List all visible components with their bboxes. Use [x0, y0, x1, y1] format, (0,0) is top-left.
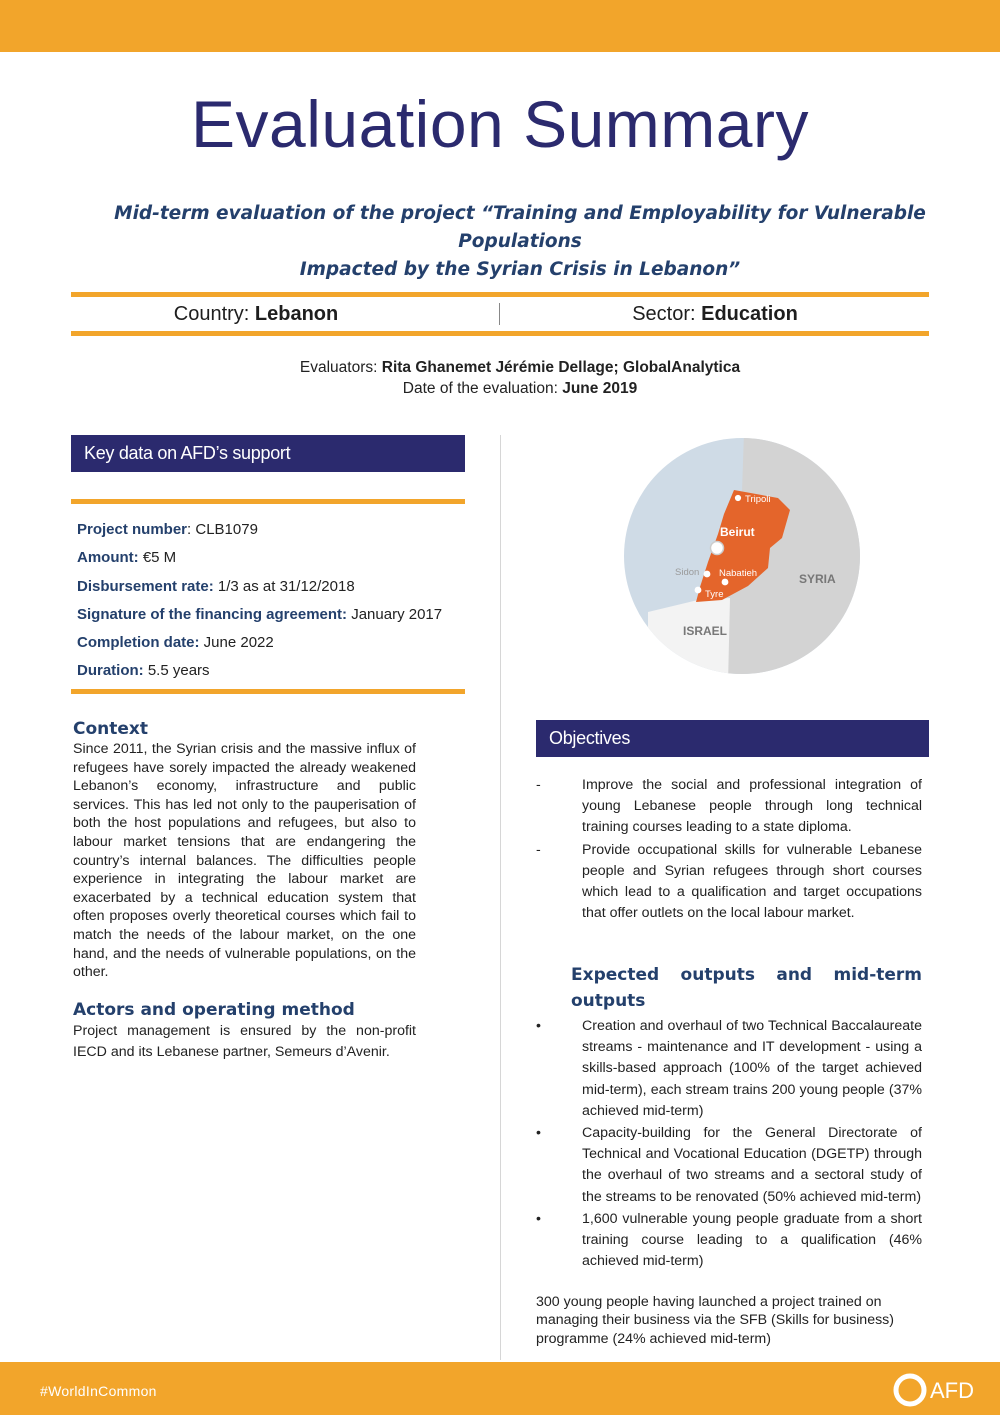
evaluators-label: Evaluators:: [299, 359, 382, 376]
output-bullet: •: [536, 1125, 541, 1142]
objectives-header: Objectives: [536, 720, 929, 757]
tyre-label: Tyre: [705, 589, 724, 600]
key-data-list: [77, 518, 467, 688]
beirut-label: Beirut: [720, 525, 755, 539]
israel-label: ISRAEL: [683, 624, 728, 638]
context-title: Context: [73, 719, 149, 739]
objective-item: - Provide occupational skills for vulnerable Lebanese people and Syrian refugees through short courses which lead to a qualification and target occupations that offer outlets on the local labour market.: [536, 841, 922, 922]
key-data-top-rule: [71, 499, 465, 504]
key-data-header: Key data on AFD’s support: [71, 435, 465, 472]
actors-title: Actors and operating method: [73, 1000, 355, 1020]
objective-marker: -: [536, 841, 541, 858]
key-data-item: Disbursement rate: 1/3 as at 31/12/2018: [77, 577, 355, 595]
lebanon-map: [618, 432, 880, 684]
key-data-item: Project number: CLB1079: [77, 521, 258, 538]
objective-item: - Improve the social and professional integration of young Lebanese people through long technical training courses leading to a state diploma.: [536, 777, 922, 836]
country-field: [71, 297, 441, 331]
page-subtitle: [60, 200, 980, 284]
output-bullet: •: [536, 1018, 541, 1034]
column-divider: [500, 435, 501, 1360]
evaluators-value: Rita Ghanemet Jérémie Dellage; GlobalAnalytica: [381, 359, 741, 376]
key-data-item: Completion date: June 2022: [77, 634, 274, 652]
key-data-item: Amount: €5 M: [77, 549, 177, 567]
context-text: Since 2011, the Syrian crisis and the massive influx of refugees have sorely impacted the already weakened Lebanon’s economy, infrastructure and public services. This has led not only to the pauperisation of both the host populations and refugees, but also to labour market tensions that are endangering the country’s internal balances. The difficulties people experience in integrating the labour market are exacerbated by a technical education system that often proposes overly theoretical courses which fail to match the needs of the labour market, on the one hand, and the needs of vulnerable populations, on the other.: [73, 741, 416, 981]
tripoli-marker: [734, 494, 741, 501]
syria-label: SYRIA: [799, 572, 836, 586]
evaluators-line: [0, 359, 1000, 377]
country-label: Country:: [173, 303, 255, 325]
sidon-marker: [704, 571, 711, 578]
key-data-item: Duration: 5.5 years: [77, 662, 210, 680]
subtitle-line-2: Impacted by the Syrian Crisis in Lebanon”: [299, 259, 741, 280]
tripoli-label: Tripoli: [745, 494, 771, 505]
beirut-marker: [711, 542, 724, 555]
objective-marker: -: [536, 777, 541, 793]
afd-logo: [892, 1372, 988, 1408]
sector-value: Education: [701, 303, 798, 325]
outputs-title-line-1: Expected outputs and mid-term: [571, 965, 922, 985]
sector-field: [501, 297, 929, 331]
page-title: Evaluation Summary: [191, 87, 809, 161]
evaluation-date-label: Date of the evaluation:: [402, 380, 563, 397]
key-data-item: Signature of the financing agreement: January 2017: [77, 605, 443, 623]
israel-area: [648, 598, 730, 684]
nabatieh-label: Nabatieh: [719, 568, 758, 579]
top-accent-bar: [0, 0, 1000, 52]
country-sector-bar: [71, 292, 929, 336]
footer-hashtag: #WorldInCommon: [40, 1383, 157, 1399]
afd-logo-ring-icon: [896, 1376, 924, 1404]
evaluation-date-value: June 2019: [562, 380, 638, 397]
info-divider: [499, 303, 500, 325]
objectives-list: [536, 775, 922, 924]
tyre-marker: [695, 587, 702, 594]
outputs-final-text: 300 young people having launched a project trained on managing their business via the SFB (Skills for business) programme (24% achieved mid-term): [536, 1294, 894, 1347]
country-value: Lebanon: [254, 303, 339, 325]
output-item: • 1,600 vulnerable young people graduate from a short training course leading to a qualification (46% achieved mid-term): [536, 1210, 922, 1270]
sidon-label: Sidon: [675, 567, 700, 578]
afd-logo-text: AFD: [930, 1378, 974, 1403]
output-item: • Creation and overhaul of two Technical Baccalaureate streams - maintenance and IT development - using a skills-based approach (100% of the target achieved mid-term), each stream trains 200 young people (37% achieved mid-term): [536, 1018, 922, 1119]
evaluation-date-line: [0, 380, 1000, 398]
sector-label: Sector:: [632, 303, 702, 325]
output-item: • Capacity-building for the General Directorate of Technical and Vocational Education (DGETP) through the overhaul of two streams and a sectoral study of the streams to be renovated (50% achieved mid-term): [536, 1125, 922, 1205]
output-bullet: •: [536, 1210, 541, 1227]
outputs-title-line-2: outputs: [571, 991, 646, 1011]
key-data-bottom-rule: [71, 689, 465, 694]
nabatieh-marker: [722, 579, 729, 586]
subtitle-line-1: Mid-term evaluation of the project “Training and Employability for Vulnerable Populations: [114, 203, 926, 252]
actors-text: Project management is ensured by the non-profit IECD and its Lebanese partner, Semeurs d’Avenir.: [73, 1023, 416, 1060]
outputs-list: [536, 1016, 922, 1272]
